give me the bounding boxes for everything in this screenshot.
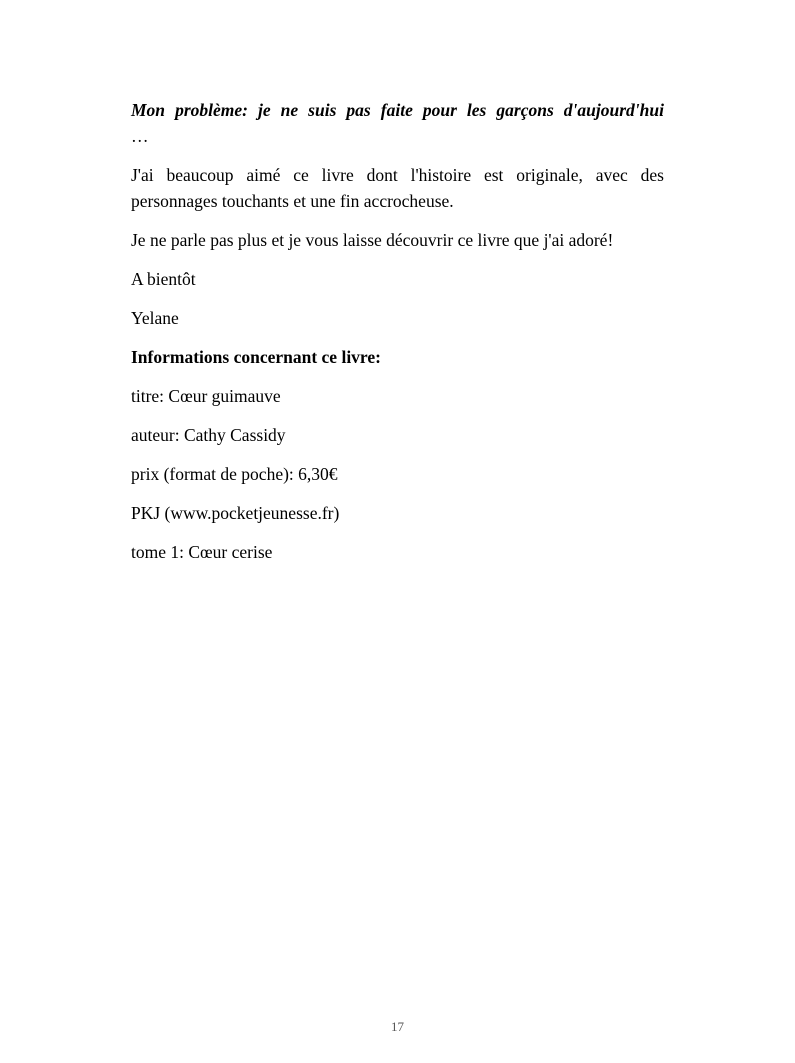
info-price-line: prix (format de poche): 6,30€ [131, 464, 338, 484]
info-publisher-line: PKJ (www.pocketjeunesse.fr) [131, 503, 340, 523]
info-author-line: auteur: Cathy Cassidy [131, 425, 286, 445]
info-volume-line: tome 1: Cœur cerise [131, 542, 273, 562]
page-number: 17 [391, 1019, 404, 1034]
quote-title: Mon problème: je ne suis pas faite pour les garçons d'aujourd'hui [131, 100, 664, 120]
info-heading: Informations concernant ce livre: [131, 347, 381, 367]
page-content [131, 97, 664, 578]
info-title-line: titre: Cœur guimauve [131, 386, 281, 406]
quote-ellipsis: … [131, 126, 149, 146]
closing-paragraph: Je ne parle pas plus et je vous laisse découvrir ce livre que j'ai adoré! [131, 230, 614, 250]
quote-block [131, 97, 664, 149]
review-paragraph: J'ai beaucoup aimé ce livre dont l'histoire est originale, avec des personnages touchants et une fin accrocheuse. [131, 165, 664, 211]
signature-line: Yelane [131, 308, 179, 328]
greeting-line: A bientôt [131, 269, 196, 289]
